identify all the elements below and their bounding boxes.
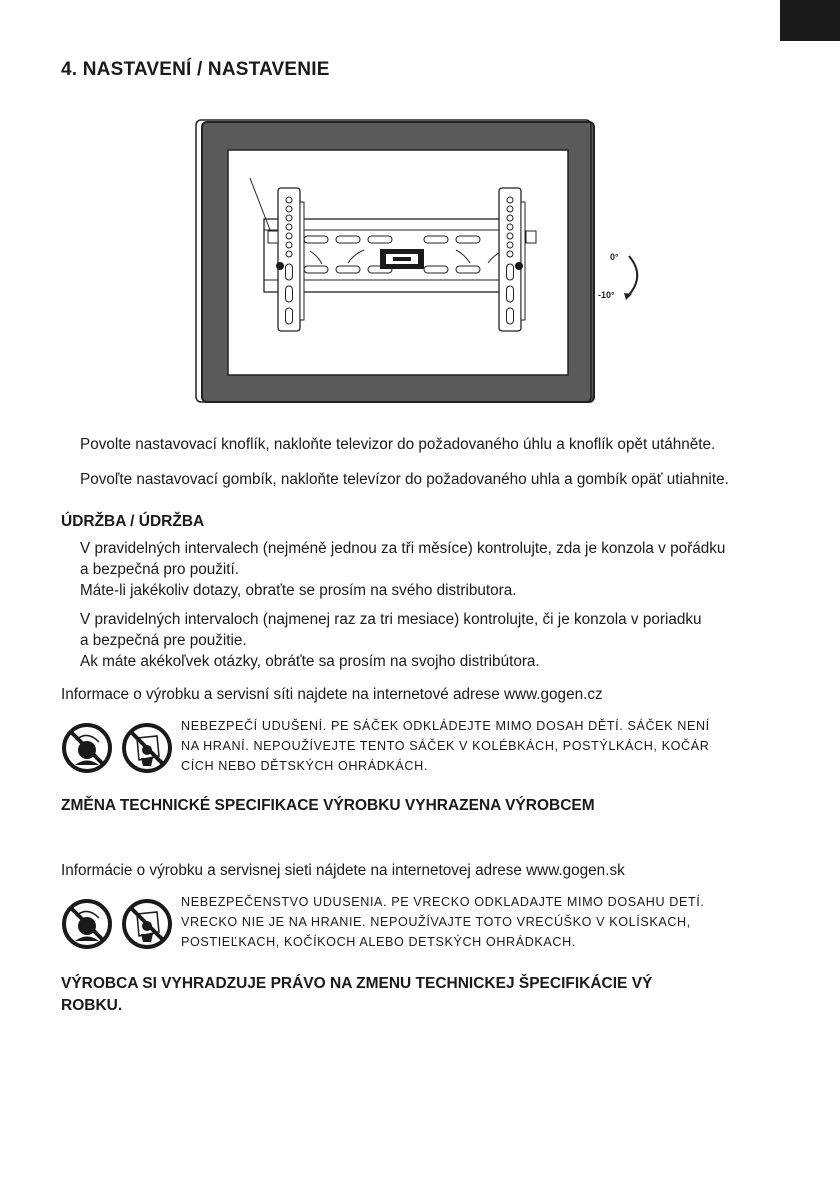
suffocation-warning-icons-cz xyxy=(61,720,176,776)
page-corner-tab xyxy=(780,0,840,41)
warning-sk-line: NEBEZPEČENSTVO UDUSENIA. PE VRECKO ODKLADAJTE MIMO DOSAHU DETÍ. xyxy=(181,895,705,909)
suffocation-warning-icons-sk xyxy=(61,896,176,952)
notice-sk-line: ROBKU. xyxy=(61,997,123,1014)
maintenance-sk-line: a bezpečná pre použitie. xyxy=(80,632,247,649)
warning-cz-line: NA HRANÍ. NEPOUŽÍVEJTE TENTO SÁČEK V KOLÉBKÁCH, POSTÝLKÁCH, KOČÁR xyxy=(181,739,710,753)
notice-sk-line: VÝROBCA SI VYHRADZUJE PRÁVO NA ZMENU TECHNICKEJ ŠPECIFIKÁCIE VÝ xyxy=(61,975,653,992)
maintenance-text-sk xyxy=(80,609,702,672)
tilt-mount-diagram xyxy=(188,116,648,408)
warning-cz-line: CÍCH NEBO DĚTSKÝCH OHRÁDKÁCH. xyxy=(181,759,428,773)
no-bag-play-icon xyxy=(124,725,170,771)
maintenance-cz-line: Máte-li jakékoliv dotazy, obraťte se prosím na svého distributora. xyxy=(80,582,517,599)
tilt-bottom-label: -10° xyxy=(598,290,615,300)
section-title: 4. NASTAVENÍ / NASTAVENIE xyxy=(61,59,330,80)
maintenance-sk-line: V pravidelných intervaloch (najmenej raz za tri mesiace) kontrolujte, či je konzola v poriadku xyxy=(80,611,702,628)
warning-cz-line: NEBEZPEČÍ UDUŠENÍ. PE SÁČEK ODKLÁDEJTE MIMO DOSAH DĚTÍ. SÁČEK NENÍ xyxy=(181,719,710,733)
maintenance-heading: ÚDRŽBA / ÚDRŽBA xyxy=(61,513,205,530)
maintenance-text-cz xyxy=(80,538,725,601)
maintenance-cz-line: V pravidelných intervalech (nejméně jednou za tři měsíce) kontrolujte, zda je konzola v pořádku xyxy=(80,540,726,557)
no-child-bag-icon xyxy=(64,901,110,947)
no-bag-play-icon xyxy=(124,901,170,947)
maintenance-sk-line: Ak máte akékoľvek otázky, obráťte sa prosím na svojho distribútora. xyxy=(80,653,540,670)
spec-change-notice-cz: ZMĚNA TECHNICKÉ SPECIFIKACE VÝROBKU VYHRAZENA VÝROBCEM xyxy=(61,797,595,814)
warning-sk-line: VRECKO NIE JE NA HRANIE. NEPOUŽÍVAJTE TOTO VRECÚŠKO V KOLÍSKACH, xyxy=(181,915,691,929)
adjust-instruction-cz: Povolte nastavovací knoflík, nakloňte televizor do požadovaného úhlu a knoflík opět utáhněte. xyxy=(80,436,716,453)
adjust-instruction-sk: Povoľte nastavovací gombík, nakloňte televízor do požadovaného uhla a gombík opäť utiahnite. xyxy=(80,471,729,488)
warning-sk-line: POSTIEĽKACH, KOČÍKOCH ALEBO DETSKÝCH OHRÁDKACH. xyxy=(181,935,576,949)
maintenance-cz-line: a bezpečná pro použití. xyxy=(80,561,240,578)
tilt-top-label: 0° xyxy=(610,252,619,262)
suffocation-warning-cz xyxy=(181,716,771,776)
product-info-sk: Informácie o výrobku a servisnej sieti nájdete na internetovej adrese www.gogen.sk xyxy=(61,862,625,879)
product-info-cz: Informace o výrobku a servisní síti najdete na internetové adrese www.gogen.cz xyxy=(61,686,603,703)
no-child-bag-icon xyxy=(64,725,110,771)
suffocation-warning-sk xyxy=(181,892,771,952)
spec-change-notice-sk xyxy=(61,973,652,1017)
